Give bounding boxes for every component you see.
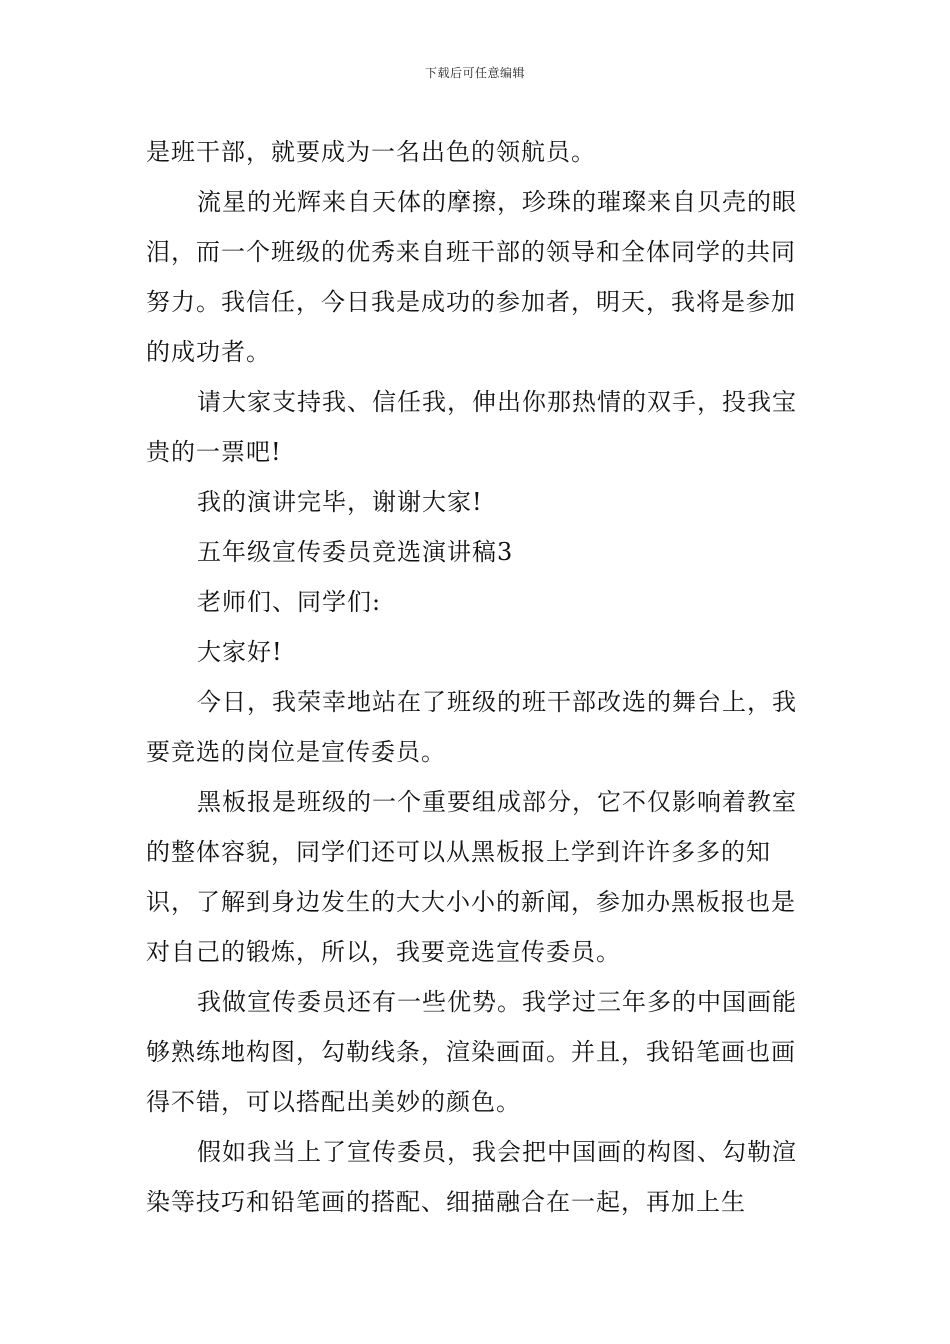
paragraph-4: 我的演讲完毕，谢谢大家!	[197, 488, 483, 516]
paragraph-2: 流星的光辉来自天体的摩擦，珍珠的璀璨来自贝壳的眼泪，而一个班级的优秀来自班干部的领导和全体同学的共同努力。我信任，今日我是成功的参加者，明天，我将是参加的成功者。	[146, 188, 797, 366]
paragraph-9: 黑板报是班级的一个重要组成部分，它不仅影响着教室的整体容貌，同学们还可以从黑板报上学到许许多多的知识，了解到身边发生的大大小小的新闻，参加办黑板报也是对自己的锻炼，所以，我要竞选宣传委员。	[146, 788, 797, 966]
greeting: 大家好!	[197, 638, 283, 666]
paragraph-1: 是班干部，就要成为一名出色的领航员。	[146, 138, 596, 166]
paragraph-8: 今日，我荣幸地站在了班级的班干部改选的舞台上，我要竞选的岗位是宣传委员。	[146, 688, 797, 766]
paragraph-3: 请大家支持我、信任我，伸出你那热情的双手，投我宝贵的一票吧!	[146, 388, 797, 466]
paragraph-11: 假如我当上了宣传委员，我会把中国画的构图、勾勒渲染等技巧和铅笔画的搭配、细描融合在一起，再加上生	[146, 1138, 797, 1216]
salutation: 老师们、同学们:	[197, 588, 382, 616]
document-body	[146, 127, 808, 1227]
section-title: 五年级宣传委员竞选演讲稿3	[197, 538, 514, 566]
paragraph-10: 我做宣传委员还有一些优势。我学过三年多的中国画能够熟练地构图，勾勒线条，渲染画面。并且，我铅笔画也画得不错，可以搭配出美妙的颜色。	[146, 988, 797, 1116]
page-header: 下载后可任意编辑	[424, 66, 525, 80]
